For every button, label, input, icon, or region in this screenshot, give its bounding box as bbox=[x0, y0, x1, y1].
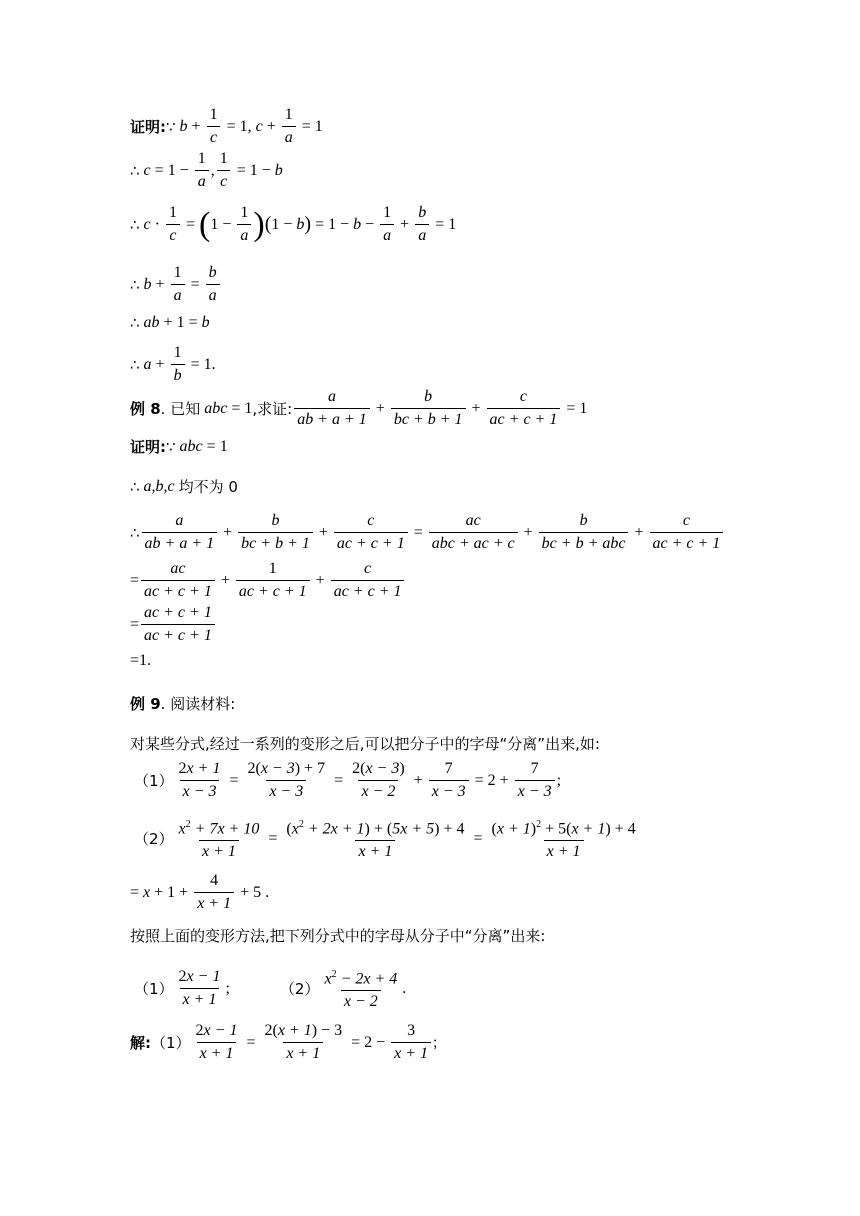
example-8-proof-start: 证明: ∵ abc = 1 bbox=[130, 437, 228, 456]
item-1-label: （1） bbox=[134, 772, 174, 790]
material-sentence: 对某些分式,经过一系列的变形之后,可以把分子中的字母“分离”出来,如: bbox=[130, 735, 600, 753]
proof-line-5: ∴ ab + 1 = b bbox=[130, 314, 210, 332]
example-8-step-2: = $\frac{ac}{ac + c + 1}$ + $\frac{1}{ac + c + 1}$ + $\frac{c}{ac + c + 1}$ bbox=[130, 560, 406, 601]
example-8-nonzero: ∴ a,b,c 均不为 0 bbox=[130, 477, 238, 496]
therefore-symbol: ∴ bbox=[130, 355, 140, 374]
proof-line-3: ∴ c · $\frac{1}{c}$ = ( 1 − $\frac{1}{a}$ ) ( 1 − b ) = 1 − b − $\frac{1}{a}$ + $\frac{b}{a}$ = 1 bbox=[130, 204, 457, 244]
therefore-symbol: ∴ bbox=[130, 215, 140, 234]
therefore-symbol: ∴ bbox=[130, 523, 140, 542]
example-9-text: . 阅读材料: bbox=[160, 695, 236, 713]
material-text bbox=[130, 733, 600, 754]
material-example-2: （2） $\frac{x^2 + 7x + 10}{x + 1}$ = $\frac{(x^2 + 2x + 1) + (5x + 5) + 4}{x + 1}$ = $\frac{(x + 1)^2 + 5(x + 1) + 4}{x + 1}$ bbox=[134, 819, 636, 861]
proof-label: 证明: bbox=[130, 118, 166, 136]
task-items: （1） $\frac{2x - 1}{x + 1}$ ; （2） $\frac{x^2 - 2x + 4}{x - 2}$ . bbox=[134, 968, 407, 1011]
therefore-symbol: ∴ bbox=[130, 161, 140, 180]
material-example-2-result: = x + 1 + $\frac{4}{x + 1}$ + 5 . bbox=[130, 872, 270, 912]
because-symbol: ∵ bbox=[166, 437, 176, 456]
material-example-1: （1） $\frac{2x + 1}{x - 3}$ = $\frac{2(x - 3) + 7}{x - 3}$ = $\frac{2(x - 3)}{x - 2}$ + $\frac{7}{x - 3}$ = 2 + $\frac{7}{x - 3}$ ; bbox=[134, 760, 562, 800]
task-sentence: 按照上面的变形方法,把下列分式中的字母从分子中“分离”出来: bbox=[130, 927, 546, 945]
example-8-prove: ,求证: bbox=[252, 400, 293, 418]
example-8-step-3: = $\frac{ac + c + 1}{ac + c + 1}$ bbox=[130, 604, 217, 645]
item-2-label: （2） bbox=[134, 830, 174, 849]
therefore-symbol: ∴ bbox=[130, 477, 140, 496]
example-8-text: . 已知 bbox=[160, 400, 201, 418]
solution-line-1: 解: （1） $\frac{2x - 1}{x + 1}$ = $\frac{2(x + 1) - 3}{x + 1}$ = 2 − $\frac{3}{x + 1}$ ; bbox=[130, 1022, 438, 1062]
proof-line-4: ∴ b + $\frac{1}{a}$ = $\frac{b}{a}$ bbox=[130, 264, 222, 305]
example-8-label: 例 8 bbox=[130, 400, 161, 418]
item-1-label: （1） bbox=[151, 1034, 191, 1052]
task-text bbox=[130, 925, 545, 946]
proof-label: 证明: bbox=[130, 438, 166, 456]
because-symbol: ∵ bbox=[166, 117, 176, 136]
proof-line-2: ∴ c = 1 − $\frac{1}{a}$ , $\frac{1}{c}$ = 1 − b bbox=[130, 150, 283, 190]
item-1-label: （1） bbox=[134, 980, 174, 999]
therefore-symbol: ∴ bbox=[130, 275, 140, 294]
proof-line-1: 证明: ∵ b + $\frac{1}{c}$ = 1 , c + $\frac{1}{a}$ = 1 bbox=[130, 106, 323, 146]
solution-label: 解: bbox=[130, 1034, 151, 1052]
example-8-step-1: ∴ $\frac{a}{ab + a + 1}$ + $\frac{b}{bc + b + 1}$ + $\frac{c}{ac + c + 1}$ = $\frac{ac}{\text{abc + ac + c}}$ + $\frac{b}{\text{bc + b + abc}}$ + $\frac{c}{ac + c + 1}$ bbox=[130, 512, 725, 553]
nonzero-text: 均不为 0 bbox=[178, 478, 238, 496]
example-8-statement: 例 8 . 已知 abc = 1 ,求证: $\frac{a}{ab + a + 1}$ + $\frac{b}{bc + b + 1}$ + $\frac{c}{ac + c + 1}$ = 1 bbox=[130, 388, 588, 428]
example-9-heading bbox=[130, 693, 235, 714]
example-8-step-4: =1. bbox=[130, 652, 152, 669]
proof-line-6: ∴ a + $\frac{1}{b}$ = 1. bbox=[130, 344, 216, 384]
example-9-label: 例 9 bbox=[130, 695, 161, 713]
therefore-symbol: ∴ bbox=[130, 314, 140, 332]
item-2-label: （2） bbox=[279, 980, 320, 999]
